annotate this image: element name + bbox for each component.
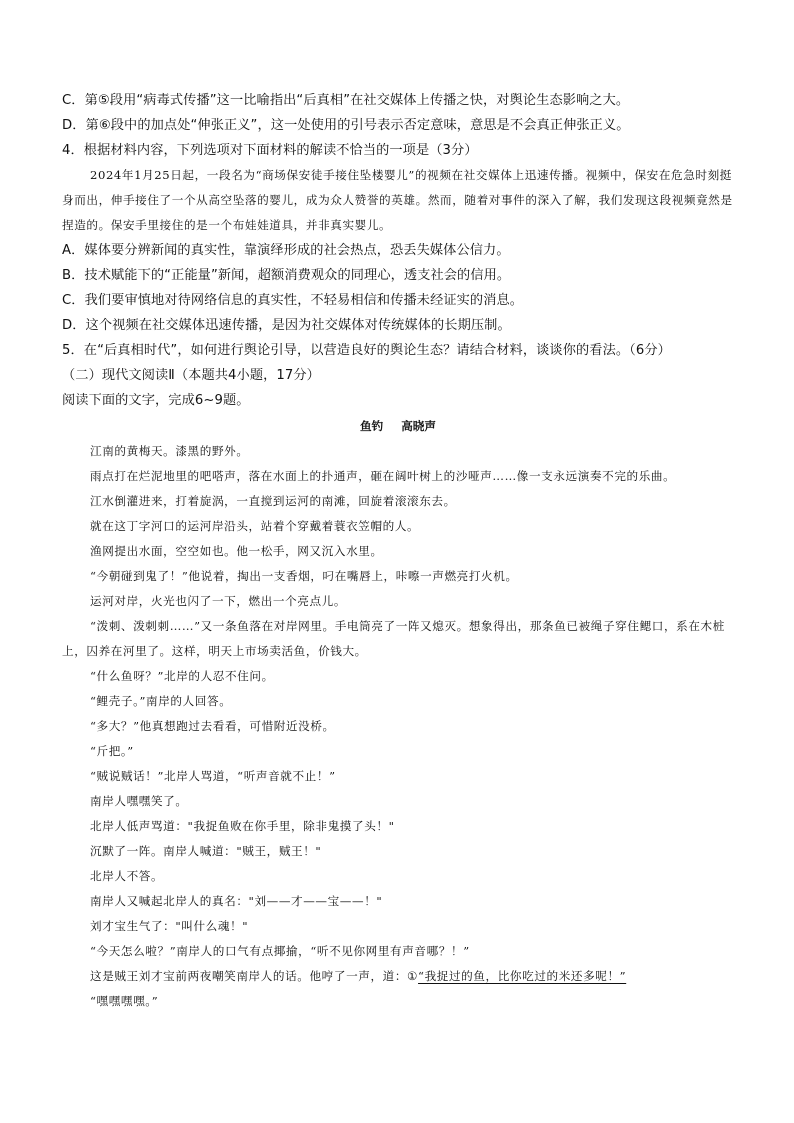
story-paragraph: “泼刺、泼刺刺……”又一条鱼落在对岸网里。手电筒亮了一阵又熄灭。想象得出，那条鱼已被绳子穿住鳃口，系在木桩上，囚养在河里了。这样，明天上市场卖活鱼，价钱大。 <box>62 619 725 658</box>
story-paragraph: 南岸人又喊起北岸人的真名："刘——才——宝——！" <box>90 894 383 908</box>
q4-option-b: B．技术赋能下的“正能量”新闻，超额消费观众的同理心，透支社会的信用。 <box>62 268 511 283</box>
story-paragraph: 江南的黄梅天。漆黑的野外。 <box>90 444 249 458</box>
q4-option-a: A．媒体要分辨新闻的真实性，靠演绎形成的社会热点，恐丢失媒体公信力。 <box>62 243 510 258</box>
story-paragraph: 渔网提出水面，空空如也。他一松手，网又沉入水里。 <box>90 544 383 558</box>
section-heading: （二）现代文阅读Ⅱ（本题共4小题，17分） <box>62 368 320 383</box>
story-paragraph: 沉默了一阵。南岸人喊道："贼王，贼王！" <box>90 844 322 858</box>
story-paragraph: “多大？”他真想跑过去看看，可惜附近没桥。 <box>90 719 335 733</box>
q4-option-c: C．我们要审慎地对待网络信息的真实性，不轻易相信和传播未经证实的消息。 <box>62 293 524 308</box>
story-paragraph: “嘿嘿嘿嘿。” <box>90 994 159 1008</box>
story-paragraph: 江水倒灌进来，打着旋涡，一直搅到运河的南滩，回旋着滚滚东去。 <box>90 494 456 508</box>
document-page <box>62 88 734 1014</box>
story-paragraph: 雨点打在烂泥地里的吧嗒声，落在水面上的扑通声，砸在阔叶树上的沙哑声……像一支永远演奏不完的乐曲。 <box>90 469 676 483</box>
story-author: 高晓声 <box>401 419 436 433</box>
story-paragraph: 北岸人低声骂道："我捉鱼败在你手里，除非鬼摸了头！" <box>90 819 395 833</box>
section-instruction: 阅读下面的文字，完成6~9题。 <box>62 393 250 408</box>
story-paragraph: “斤把。” <box>90 744 134 758</box>
story-paragraph-marked <box>62 964 734 989</box>
story-paragraph: “鲤壳子。”南岸的人回答。 <box>90 694 232 708</box>
story-paragraph: 南岸人嘿嘿笑了。 <box>90 794 188 808</box>
story-paragraph: 北岸人不答。 <box>90 869 164 883</box>
q4-option-d: D．这个视频在社交媒体迅速传播，是因为社交媒体对传统媒体的长期压制。 <box>62 318 511 333</box>
story-paragraph: “什么鱼呀？”北岸的人忍不住问。 <box>90 669 274 683</box>
story-paragraph: “今天怎么啦？”南岸人的口气有点揶揄，“听不见你网里有声音哪？！” <box>90 944 470 958</box>
q4-stem: 4．根据材料内容，下列选项对下面材料的解读不恰当的一项是（3分） <box>62 143 478 158</box>
story-paragraph: 刘才宝生气了："叫什么魂！" <box>90 919 249 933</box>
story-title: 鱼钓 <box>360 419 384 433</box>
story-title-line <box>62 414 734 439</box>
story-paragraph-text: 这是贼王刘才宝前两夜嘲笑南岸人的话。他哼了一声，道： <box>90 969 408 983</box>
q3-option-d: D．第⑥段中的加点处“伸张正义”，这一处使用的引号表示否定意味，意思是不会真正伸张正义。 <box>62 118 630 133</box>
story-paragraph: “贼说贼话！”北岸人骂道，“听声音就不止！” <box>90 769 336 783</box>
q5-stem: 5．在“后真相时代”，如何进行舆论引导，以营造良好的舆论生态？请结合材料，谈谈你的看法。（6分） <box>62 343 671 358</box>
story-paragraph: 就在这丁字河口的运河岸沿头，站着个穿戴着蓑衣笠帽的人。 <box>90 519 420 533</box>
underlined-quote: “我捉过的鱼，比你吃过的米还多呢！” <box>418 969 627 983</box>
q4-material: 2024年1月25日起，一段名为“商场保安徒手接住坠楼婴儿”的视频在社交媒体上迅速传播。视频中，保安在危急时刻挺身而出，伸手接住了一个从高空坠落的婴儿，成为众人赞誉的英雄。然而，随着对事件的深入了解，我们发现这段视频竟然是捏造的。保安手里接住的是一个布娃娃道具，并非真实婴儿。 <box>62 168 733 232</box>
marker-number: ① <box>407 969 419 983</box>
q3-option-c: C．第⑤段用“病毒式传播”这一比喻指出“后真相”在社交媒体上传播之快，对舆论生态影响之大。 <box>62 93 630 108</box>
story-paragraph: 运河对岸，火光也闪了一下，燃出一个亮点儿。 <box>90 594 347 608</box>
story-paragraph: “今朝碰到鬼了！”他说着，掏出一支香烟，叼在嘴唇上，咔嚓一声燃亮打火机。 <box>90 569 518 583</box>
